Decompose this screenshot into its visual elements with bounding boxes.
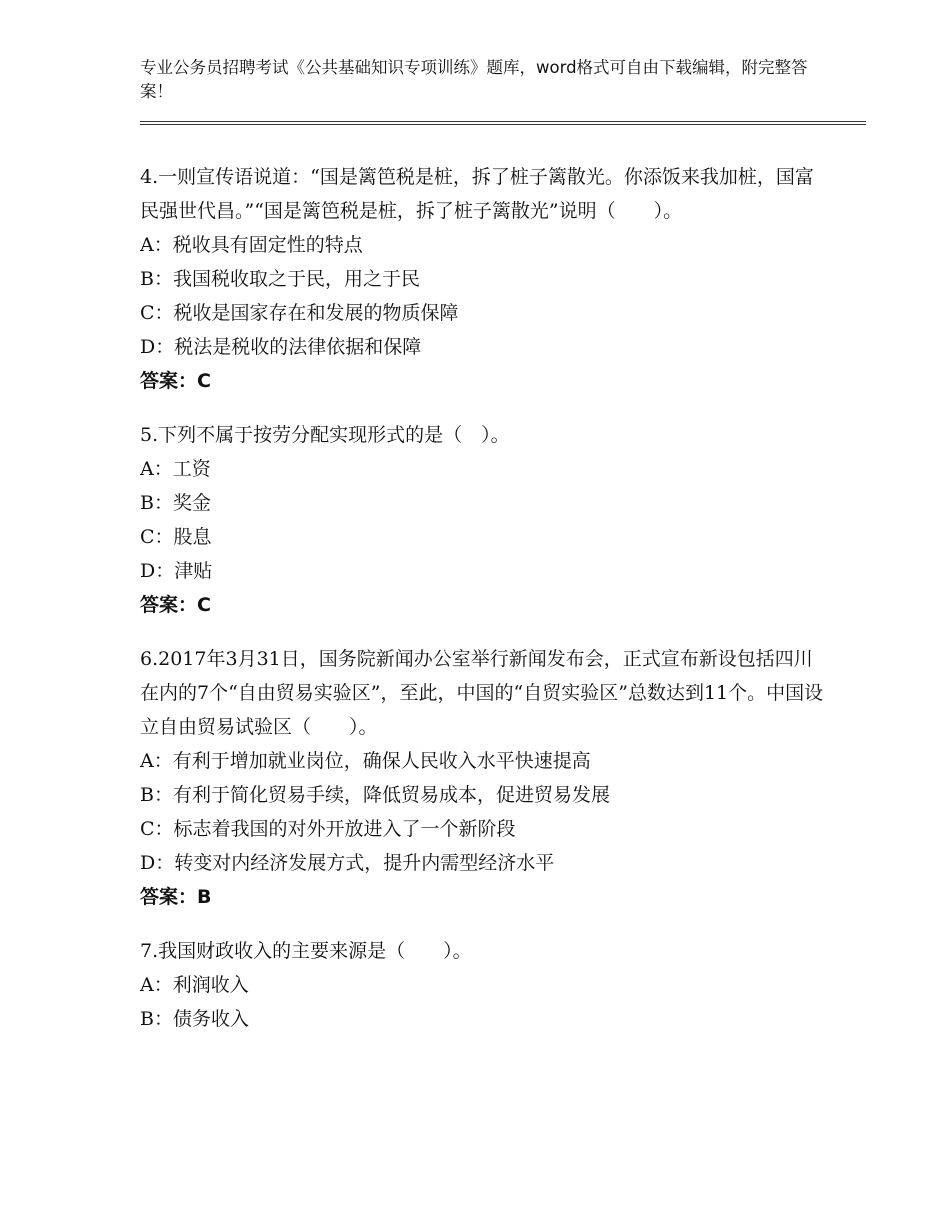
option-c: C：股息 <box>140 526 212 548</box>
answer-line: 答案：C <box>140 594 211 616</box>
answer-line: 答案：B <box>140 886 212 908</box>
option-a: A：税收具有固定性的特点 <box>140 234 363 256</box>
question-stem: 6.2017年3月31日，国务院新闻办公室举行新闻发布会，正式宣布新设包括四川在内的7个“自由贸易实验区”，至此，中国的“自贸实验区”总数达到11个。中国设立自由贸易试验区（ ）。 <box>140 648 824 738</box>
option-d: D：津贴 <box>140 560 213 582</box>
question-stem: 5.下列不属于按劳分配实现形式的是（ ）。 <box>140 424 510 446</box>
answer-line: 答案：C <box>140 370 211 392</box>
option-a: A：工资 <box>140 458 211 480</box>
option-b: B：有利于简化贸易手续，降低贸易成本，促进贸易发展 <box>140 784 610 806</box>
header-rule-top <box>140 121 866 122</box>
page-header: 专业公务员招聘考试《公共基础知识专项训练》题库，word格式可自由下载编辑，附完整答案！ <box>140 58 808 101</box>
question-5 <box>140 418 830 622</box>
option-b: B：债务收入 <box>140 1008 249 1030</box>
option-a: A：利润收入 <box>140 974 249 996</box>
option-d: D：转变对内经济发展方式，提升内需型经济水平 <box>140 852 555 874</box>
question-list <box>140 160 830 1056</box>
option-c: C：标志着我国的对外开放进入了一个新阶段 <box>140 818 516 840</box>
option-b: B：我国税收取之于民，用之于民 <box>140 268 420 290</box>
question-4 <box>140 160 830 398</box>
question-stem: 7.我国财政收入的主要来源是（ ）。 <box>140 940 472 962</box>
option-a: A：有利于增加就业岗位，确保人民收入水平快速提高 <box>140 750 591 772</box>
header-rule-bottom <box>140 124 866 125</box>
option-b: B：奖金 <box>140 492 211 514</box>
question-stem: 4.一则宣传语说道：“国是篱笆税是桩，拆了桩子篱散光。你添饭来我加桩，国富民强世代昌。”“国是篱笆税是桩，拆了桩子篱散光”说明（ ）。 <box>140 166 814 222</box>
option-c: C：税收是国家存在和发展的物质保障 <box>140 302 459 324</box>
question-7 <box>140 934 830 1036</box>
option-d: D：税法是税收的法律依据和保障 <box>140 336 422 358</box>
question-6 <box>140 642 830 914</box>
